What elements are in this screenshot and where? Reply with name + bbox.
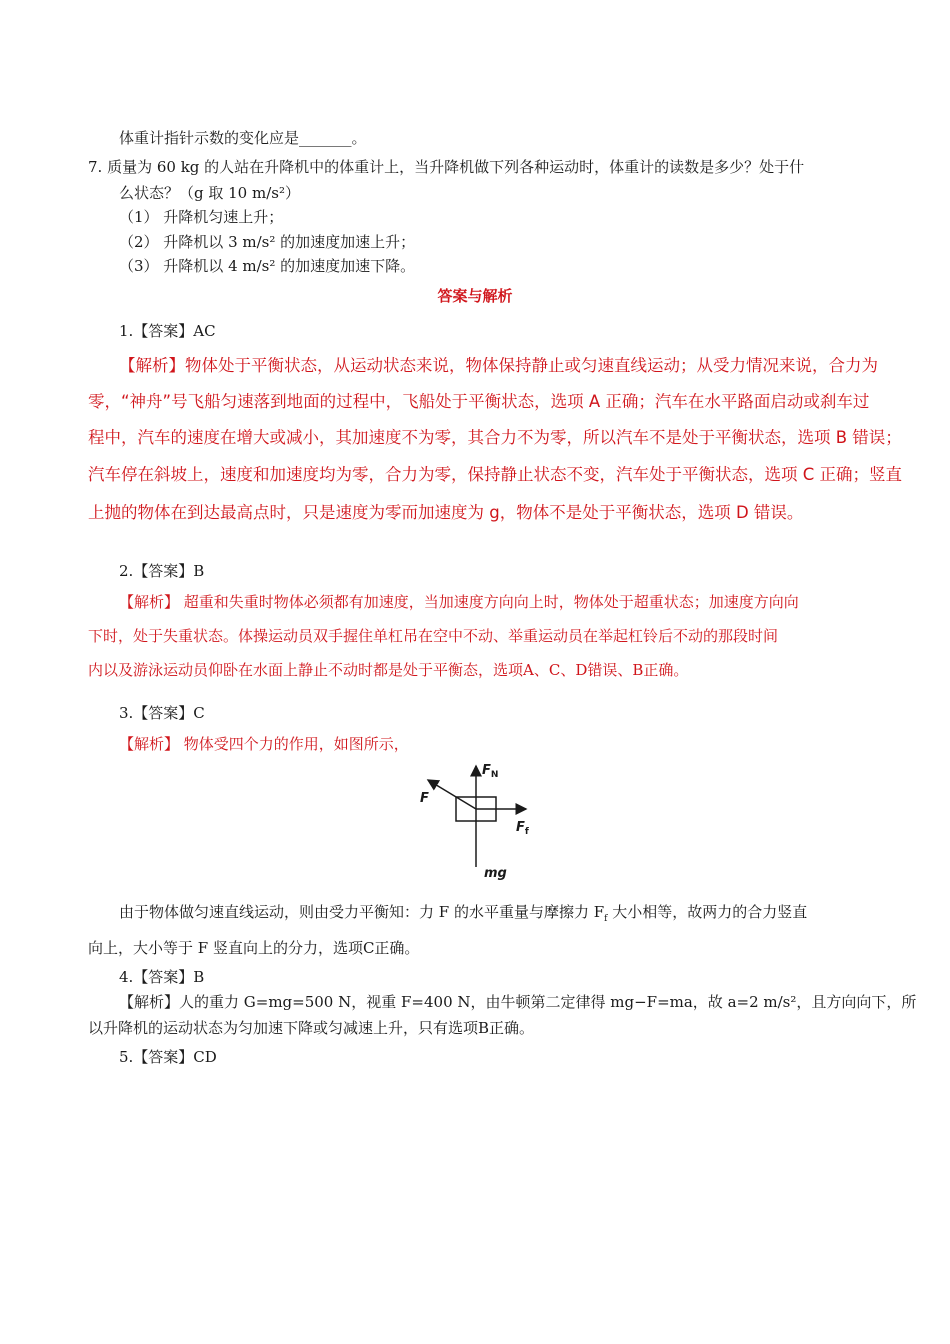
a1-answer: 1.【答案】AC xyxy=(119,322,216,340)
q7-line-1: 7. 质量为 60 kg 的人站在升降机中的体重计上，当升降机做下列各种运动时，体重计的读数是多少？处于什 xyxy=(88,158,805,176)
a1-analysis-line-3: 程中，汽车的速度在增大或减小，其加速度不为零，其合力不为零，所以汽车不是处于平衡状态，选项 B 错误； xyxy=(88,428,902,447)
a3-analysis-text: 【解析】 物体受四个力的作用，如图所示， xyxy=(119,735,409,753)
label-f: F xyxy=(420,791,429,806)
answers-heading: 答案与解析 xyxy=(437,287,513,305)
a1-analysis-line-2: 零，“神舟”号飞船匀速落到地面的过程中，飞船处于平衡状态，选项 A 正确；汽车在水平路面启动或刹车过 xyxy=(88,392,870,411)
a2-analysis-line-3: 内以及游泳运动员仰卧在水面上静止不动时都是处于平衡态，选项A、C、D错误、B正确。 xyxy=(88,661,689,679)
a3-after-line-2: 向上，大小等于 F 竖直向上的分力，选项C正确。 xyxy=(88,939,420,957)
a2-answer: 2.【答案】B xyxy=(119,562,205,580)
a3-after-line-1-text: 由于物体做匀速直线运动，则由受力平衡知：力 F 的水平重量与摩擦力 F xyxy=(119,903,605,921)
q7-item-2: （2） 升降机以 3 m/s² 的加速度加速上升； xyxy=(119,233,416,251)
label-ff: $F_f$ xyxy=(516,820,529,837)
q7-item-1: （1） 升降机匀速上升； xyxy=(119,208,284,226)
force-diagram xyxy=(410,760,540,885)
a4-answer: 4.【答案】B xyxy=(119,968,205,986)
a2-analysis-line-1: 【解析】 超重和失重时物体必须都有加速度，当加速度方向向上时，物体处于超重状态；加速度方向向 xyxy=(119,593,799,611)
a3-analysis xyxy=(119,734,409,754)
a1-analysis-line-5: 上抛的物体在到达最高点时，只是速度为零而加速度为 g，物体不是处于平衡状态，选项 D 错误。 xyxy=(88,503,804,522)
a1-analysis-line-4: 汽车停在斜坡上，速度和加速度均为零，合力为零，保持静止状态不变，汽车处于平衡状态，选项 C 正确；竖直 xyxy=(88,465,903,484)
label-mg: mg xyxy=(484,866,507,881)
a3-after-line-1-sub: f xyxy=(604,914,608,924)
a3-answer: 3.【答案】C xyxy=(119,704,205,722)
label-fn: $F_N$ xyxy=(482,763,499,780)
applied-force-arrow xyxy=(428,780,476,809)
q7-line-2: 么状态？（g 取 10 m/s²） xyxy=(119,184,300,202)
a2-analysis-line-2: 下时，处于失重状态。体操运动员双手握住单杠吊在空中不动、举重运动员在举起杠铃后不动的那段时间 xyxy=(88,627,779,645)
a3-after-line-1-tail: 大小相等，故两力的合力竖直 xyxy=(607,903,808,921)
a4-analysis-line-1: 【解析】人的重力 G=mg=500 N，视重 F=400 N，由牛顿第二定律得 mg−F=ma，故 a=2 m/s²，且方向向下，所 xyxy=(119,993,917,1011)
a3-after-line-1 xyxy=(119,902,807,929)
a5-answer: 5.【答案】CD xyxy=(119,1048,217,1066)
q6-tail-text: 体重计指针示数的变化应是_______。 xyxy=(119,129,367,147)
a1-analysis-line-1: 【解析】物体处于平衡状态，从运动状态来说，物体保持静止或匀速直线运动；从受力情况来说，合力为 xyxy=(119,356,878,375)
q7-item-3: （3） 升降机以 4 m/s² 的加速度加速下降。 xyxy=(119,257,416,275)
a4-analysis-line-2: 以升降机的运动状态为匀加速下降或匀减速上升，只有选项B正确。 xyxy=(88,1019,535,1037)
